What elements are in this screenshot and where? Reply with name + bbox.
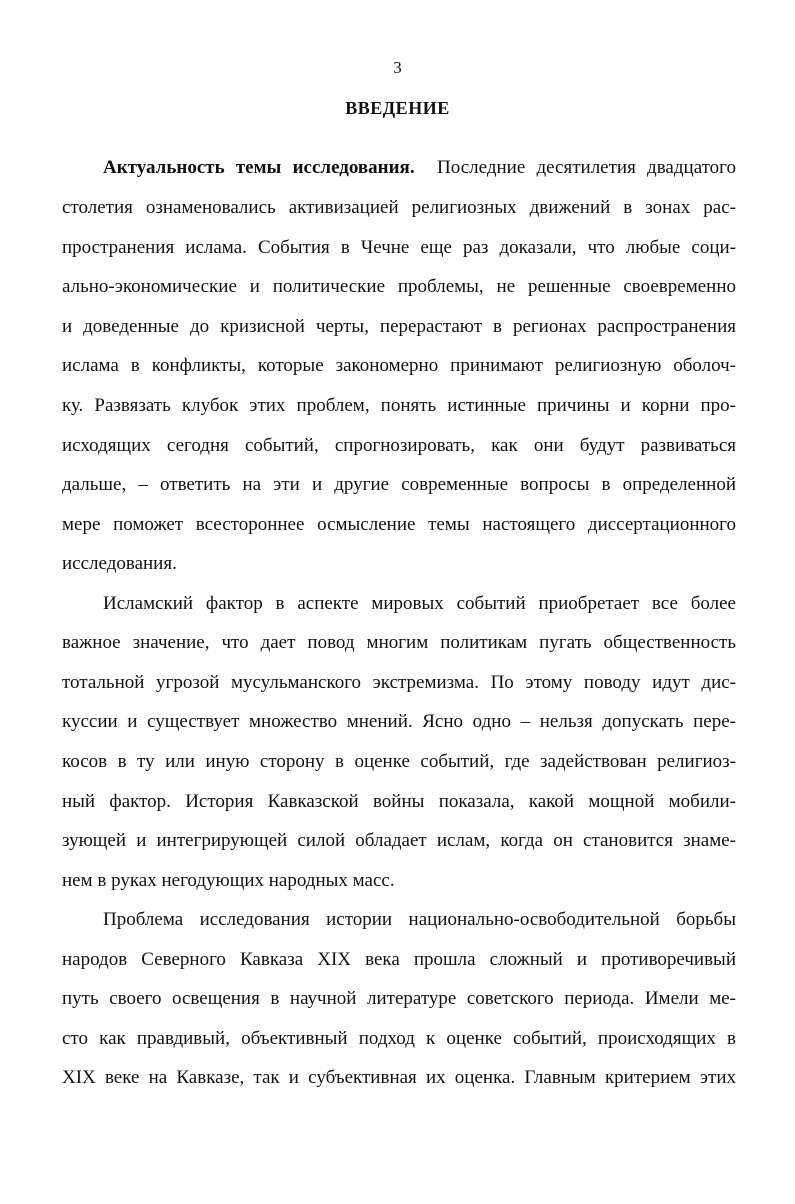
paragraph-lead: Актуальность темы исследования.: [103, 157, 415, 178]
text-line: XIX веке на Кавказе, так и субъективная их оценка. Главным критерием этих: [62, 1067, 736, 1088]
text-line: исследования.: [62, 553, 177, 574]
text-line: куссии и существует множество мнений. Ясно одно – нельзя допускать пере-: [62, 711, 736, 732]
text-line: исходящих сегодня событий, спрогнозировать, как они будут развиваться: [62, 435, 736, 456]
page-number: 3: [393, 58, 402, 77]
text-line: мере поможет всестороннее осмысление темы настоящего диссертационного: [62, 514, 736, 535]
text-line: ный фактор. История Кавказской войны показала, какой мощной мобили-: [62, 791, 736, 812]
text-line: дальше, – ответить на эти и другие современные вопросы в определенной: [62, 474, 736, 495]
text-line: Проблема исследования истории национально-освободительной борьбы: [103, 909, 736, 930]
text-line: Исламский фактор в аспекте мировых событий приобретает все более: [103, 593, 736, 614]
text-line: народов Северного Кавказа XIX века прошла сложный и противоречивый: [62, 949, 736, 970]
text-line-content: Последние десятилетия двадцатого: [437, 157, 737, 178]
text-line: ислама в конфликты, которые закономерно принимают религиозную оболоч-: [62, 355, 736, 376]
page-heading: ВВЕДЕНИЕ: [345, 98, 450, 118]
text-line: тотальной угрозой мусульманского экстремизма. По этому поводу идут дис-: [62, 672, 736, 693]
text-line: пространения ислама. События в Чечне еще раз доказали, что любые соци-: [62, 237, 736, 258]
text-line: ально-экономические и политические проблемы, не решенные своевременно: [62, 276, 736, 297]
text-line: путь своего освещения в научной литературе советского периода. Имели ме-: [62, 988, 736, 1009]
text-line: сто как правдивый, объективный подход к оценке событий, происходящих в: [62, 1028, 736, 1049]
text-line: важное значение, что дает повод многим политикам пугать общественность: [62, 632, 736, 653]
text-line: косов в ту или иную сторону в оценке событий, где задействован религиоз-: [62, 751, 736, 772]
text-line: нем в руках негодующих народных масс.: [62, 870, 395, 891]
text-line: зующей и интегрирующей силой обладает ислам, когда он становится знаме-: [62, 830, 736, 851]
text-line: [103, 158, 736, 177]
text-line: ку. Развязать клубок этих проблем, понять истинные причины и корни про-: [62, 395, 736, 416]
text-line: и доведенные до кризисной черты, перерастают в регионах распространения: [62, 316, 736, 337]
text-line: столетия ознаменовались активизацией религиозных движений в зонах рас-: [62, 197, 736, 218]
